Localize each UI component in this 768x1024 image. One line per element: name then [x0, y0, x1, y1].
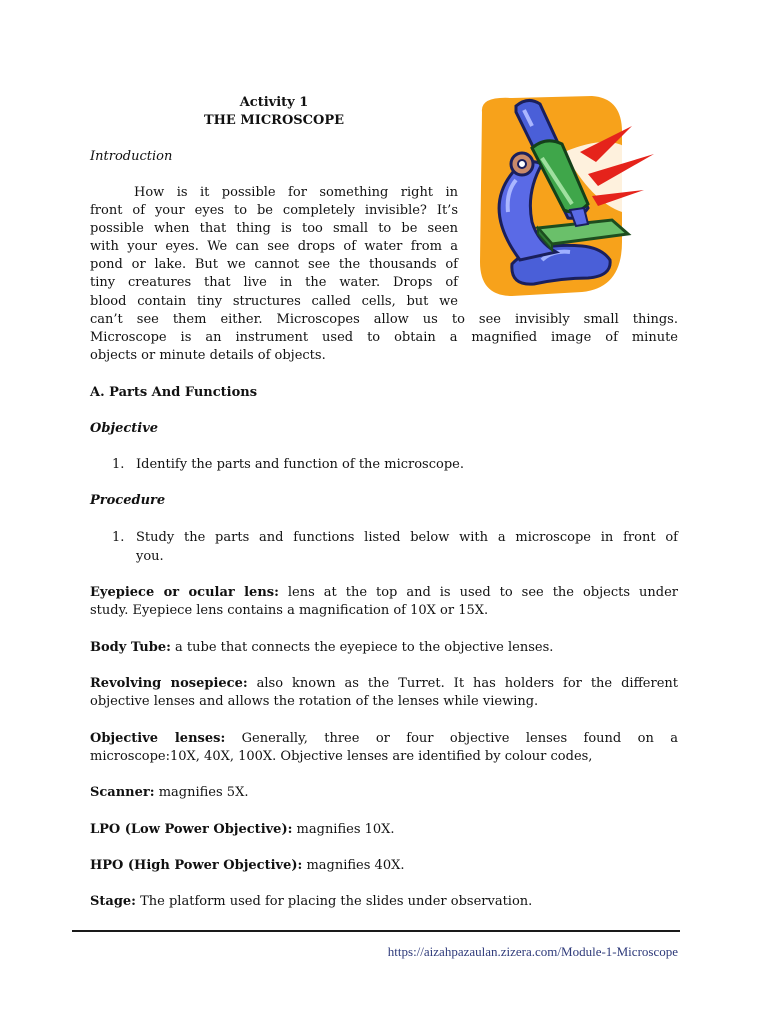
definition-text: The platform used for placing the slides under observation. [135, 894, 533, 909]
term-label: Eyepiece or ocular lens: [90, 585, 279, 600]
definition-objective-lenses [90, 730, 678, 767]
activity-number: Activity 1 [239, 95, 309, 110]
intro-line: can’t see them either. Microscopes allow us to see invisibly small things. [90, 311, 678, 327]
term-label: Scanner: [90, 785, 155, 800]
definition-body-tube [90, 639, 678, 657]
list-number: 1. [112, 457, 125, 472]
term-label: Stage: [90, 894, 136, 909]
intro-line: tiny creatures that live in the water. Drops of [90, 275, 458, 291]
intro-line: front of your eyes to be completely invisible? It’s [90, 203, 458, 219]
intro-line: with your eyes. We can see drops of water from a [90, 239, 458, 255]
definition-text: objective lenses and allows the rotation of the lenses while viewing. [90, 694, 539, 710]
intro-line: possible when that thing is too small to be seen [90, 221, 458, 237]
intro-full-lines [90, 311, 678, 365]
definition-nosepiece [90, 675, 678, 712]
term-label: Revolving nosepiece: [90, 676, 248, 691]
definition-text: lens at the top and is used to see the objects under [278, 585, 678, 600]
page-title: THE MICROSCOPE [203, 113, 345, 128]
term-label: Body Tube: [90, 640, 171, 655]
definition-text: magnifies 40X. [302, 858, 405, 873]
procedure-heading: Procedure [90, 493, 166, 508]
objective-list-item [90, 456, 678, 475]
section-heading-parts: A. Parts And Functions [90, 385, 258, 400]
definition-text: study. Eyepiece lens contains a magnification of 10X or 15X. [90, 603, 489, 619]
footer-divider [72, 930, 680, 932]
definition-text: a tube that connects the eyepiece to the objective lenses. [170, 640, 554, 655]
procedure-list-item [90, 529, 678, 566]
procedure-text [136, 529, 678, 566]
definition-lpo [90, 821, 678, 839]
microscope-clipart-icon [472, 92, 668, 302]
title-block [90, 94, 458, 130]
definition-text: magnifies 5X. [154, 785, 249, 800]
objective-heading: Objective [90, 421, 159, 436]
intro-wrapped-lines [90, 184, 458, 311]
intro-line: blood contain tiny structures called cells, but we [90, 293, 458, 309]
definition-text: microscope:10X, 40X, 100X. Objective lenses are identified by colour codes, [90, 749, 593, 765]
term-label: Objective lenses: [90, 731, 226, 746]
intro-line: objects or minute details of objects. [90, 347, 326, 363]
objective-text: Identify the parts and function of the microscope. [136, 457, 464, 472]
definition-text: also known as the Turret. It has holders for the different [247, 676, 679, 691]
intro-line: pond or lake. But we cannot see the thousands of [90, 257, 458, 273]
intro-line: Microscope is an instrument used to obtain a magnified image of minute [90, 329, 678, 345]
intro-label: Introduction [90, 149, 173, 164]
footer-source-link[interactable]: https://aizahpazaulan.zizera.com/Module-1-Microscope [387, 944, 678, 959]
term-label: HPO (High Power Objective): [90, 858, 303, 873]
definition-stage [90, 893, 678, 911]
term-label: LPO (Low Power Objective): [90, 822, 293, 837]
definition-text: magnifies 10X. [292, 822, 395, 837]
definition-eyepiece [90, 584, 678, 621]
procedure-line: you. [136, 548, 164, 564]
definition-text: Generally, three or four objective lenses found on a [225, 731, 678, 746]
definition-scanner [90, 784, 678, 802]
intro-line: How is it possible for something right in [134, 185, 458, 200]
procedure-line: Study the parts and functions listed below with a microscope in front of [136, 530, 678, 545]
definition-hpo [90, 857, 678, 875]
list-number: 1. [112, 530, 125, 545]
